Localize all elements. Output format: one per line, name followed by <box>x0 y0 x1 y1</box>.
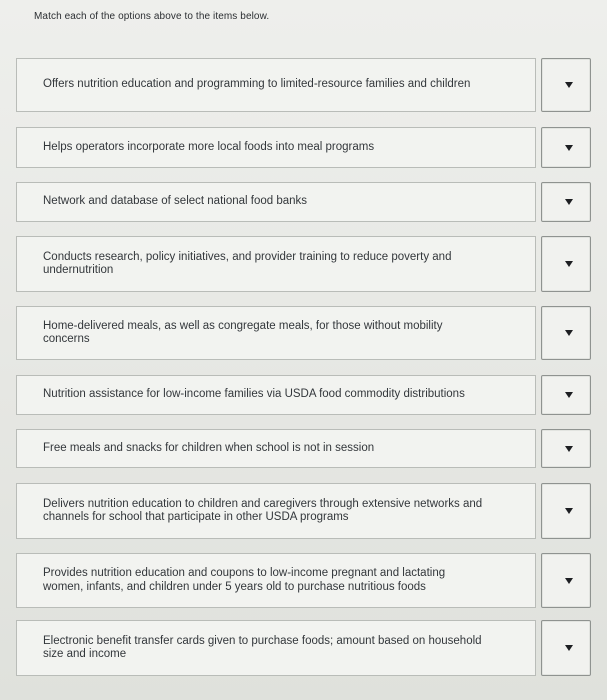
match-item-text: Helps operators incorporate more local foods into meal programs <box>43 140 375 153</box>
match-item-text: Home-delivered meals, as well as congregate meals, for those without mobility concerns <box>43 319 443 345</box>
match-dropdown[interactable] <box>541 127 591 168</box>
match-item-text: Conducts research, policy initiatives, and provider training to reduce poverty and undernutrition <box>43 250 452 276</box>
match-dropdown[interactable] <box>541 236 591 292</box>
match-dropdown[interactable] <box>541 429 591 468</box>
match-dropdown[interactable] <box>541 620 591 676</box>
match-item <box>16 306 536 360</box>
match-dropdown[interactable] <box>541 553 591 608</box>
match-item <box>16 553 536 608</box>
chevron-down-icon <box>565 145 573 151</box>
chevron-down-icon <box>565 261 573 267</box>
match-item <box>16 182 536 222</box>
chevron-down-icon <box>565 578 573 584</box>
match-dropdown[interactable] <box>541 483 591 539</box>
match-dropdown[interactable] <box>541 306 591 360</box>
match-item-text: Electronic benefit transfer cards given to purchase foods; amount based on household size and income <box>43 634 482 660</box>
match-item <box>16 483 536 539</box>
match-dropdown[interactable] <box>541 375 591 415</box>
chevron-down-icon <box>565 199 573 205</box>
match-item <box>16 375 536 415</box>
chevron-down-icon <box>565 82 573 88</box>
match-item-text: Delivers nutrition education to children and caregivers through extensive networks and channels for school that participate in other USDA programs <box>43 497 483 523</box>
match-dropdown[interactable] <box>541 182 591 222</box>
chevron-down-icon <box>565 645 573 651</box>
match-item-text: Network and database of select national food banks <box>43 195 308 208</box>
match-item <box>16 236 536 292</box>
match-item-text: Nutrition assistance for low-income families via USDA food commodity distributions <box>43 388 465 401</box>
chevron-down-icon <box>565 508 573 514</box>
chevron-down-icon <box>565 330 573 336</box>
match-item-text: Free meals and snacks for children when school is not in session <box>43 441 375 454</box>
instructions-text: Match each of the options above to the items below. <box>34 11 270 22</box>
chevron-down-icon <box>565 392 573 398</box>
match-dropdown[interactable] <box>541 58 591 112</box>
match-item <box>16 429 536 468</box>
match-item-text: Provides nutrition education and coupons to low-income pregnant and lactating women, infants, and children under 5 years old to purchase nutritious foods <box>43 567 446 593</box>
match-item-text: Offers nutrition education and programming to limited-resource families and children <box>43 78 471 91</box>
match-item <box>16 620 536 676</box>
chevron-down-icon <box>565 446 573 452</box>
match-item <box>16 127 536 168</box>
match-item <box>16 58 536 112</box>
